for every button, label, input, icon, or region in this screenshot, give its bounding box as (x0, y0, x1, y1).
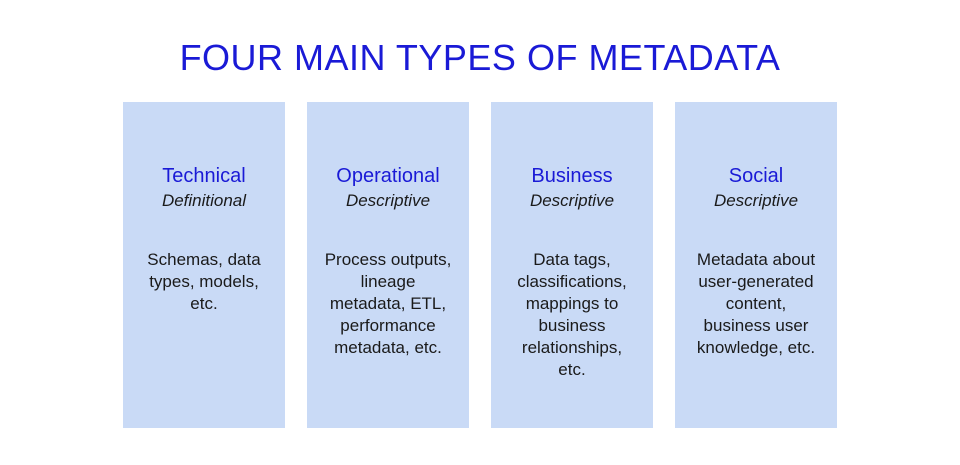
card-description-line: metadata, ETL, (329, 294, 447, 313)
card-subtitle: Descriptive (713, 191, 799, 210)
metadata-types-cards (123, 102, 837, 428)
card-description-line: knowledge, etc. (696, 338, 816, 357)
page-title: FOUR MAIN TYPES OF METADATA (179, 37, 781, 78)
card-description (315, 249, 461, 359)
card-description (683, 249, 829, 359)
card-title: Social (728, 165, 784, 187)
card-social (675, 102, 837, 428)
card-description-line: content, (725, 294, 787, 313)
card-operational (307, 102, 469, 428)
card-business (491, 102, 653, 428)
card-description-line: Data tags, (533, 250, 611, 269)
card-description-line: user-generated (698, 272, 814, 291)
card-description-line: business (538, 316, 606, 335)
card-description-line: relationships, (521, 338, 623, 357)
card-subtitle: Descriptive (529, 191, 615, 210)
card-subtitle: Descriptive (345, 191, 431, 210)
card-description-line: Process outputs, (324, 250, 452, 269)
card-title: Technical (162, 165, 246, 187)
card-technical (123, 102, 285, 428)
card-description (499, 249, 645, 381)
card-title: Operational (336, 165, 440, 187)
card-description-line: etc. (190, 294, 218, 313)
card-description-line: Schemas, data (147, 250, 261, 269)
card-description-line: lineage (360, 272, 416, 291)
card-description-line: etc. (558, 360, 586, 379)
card-description (131, 249, 277, 315)
card-subtitle: Definitional (161, 191, 247, 210)
card-description-line: business user (703, 316, 809, 335)
card-description-line: classifications, (517, 272, 627, 291)
card-description-line: Metadata about (696, 250, 816, 269)
card-description-line: performance (340, 316, 436, 335)
card-title: Business (531, 165, 613, 187)
card-description-line: types, models, (149, 272, 259, 291)
card-description-line: mappings to (525, 294, 619, 313)
card-description-line: metadata, etc. (334, 338, 442, 357)
